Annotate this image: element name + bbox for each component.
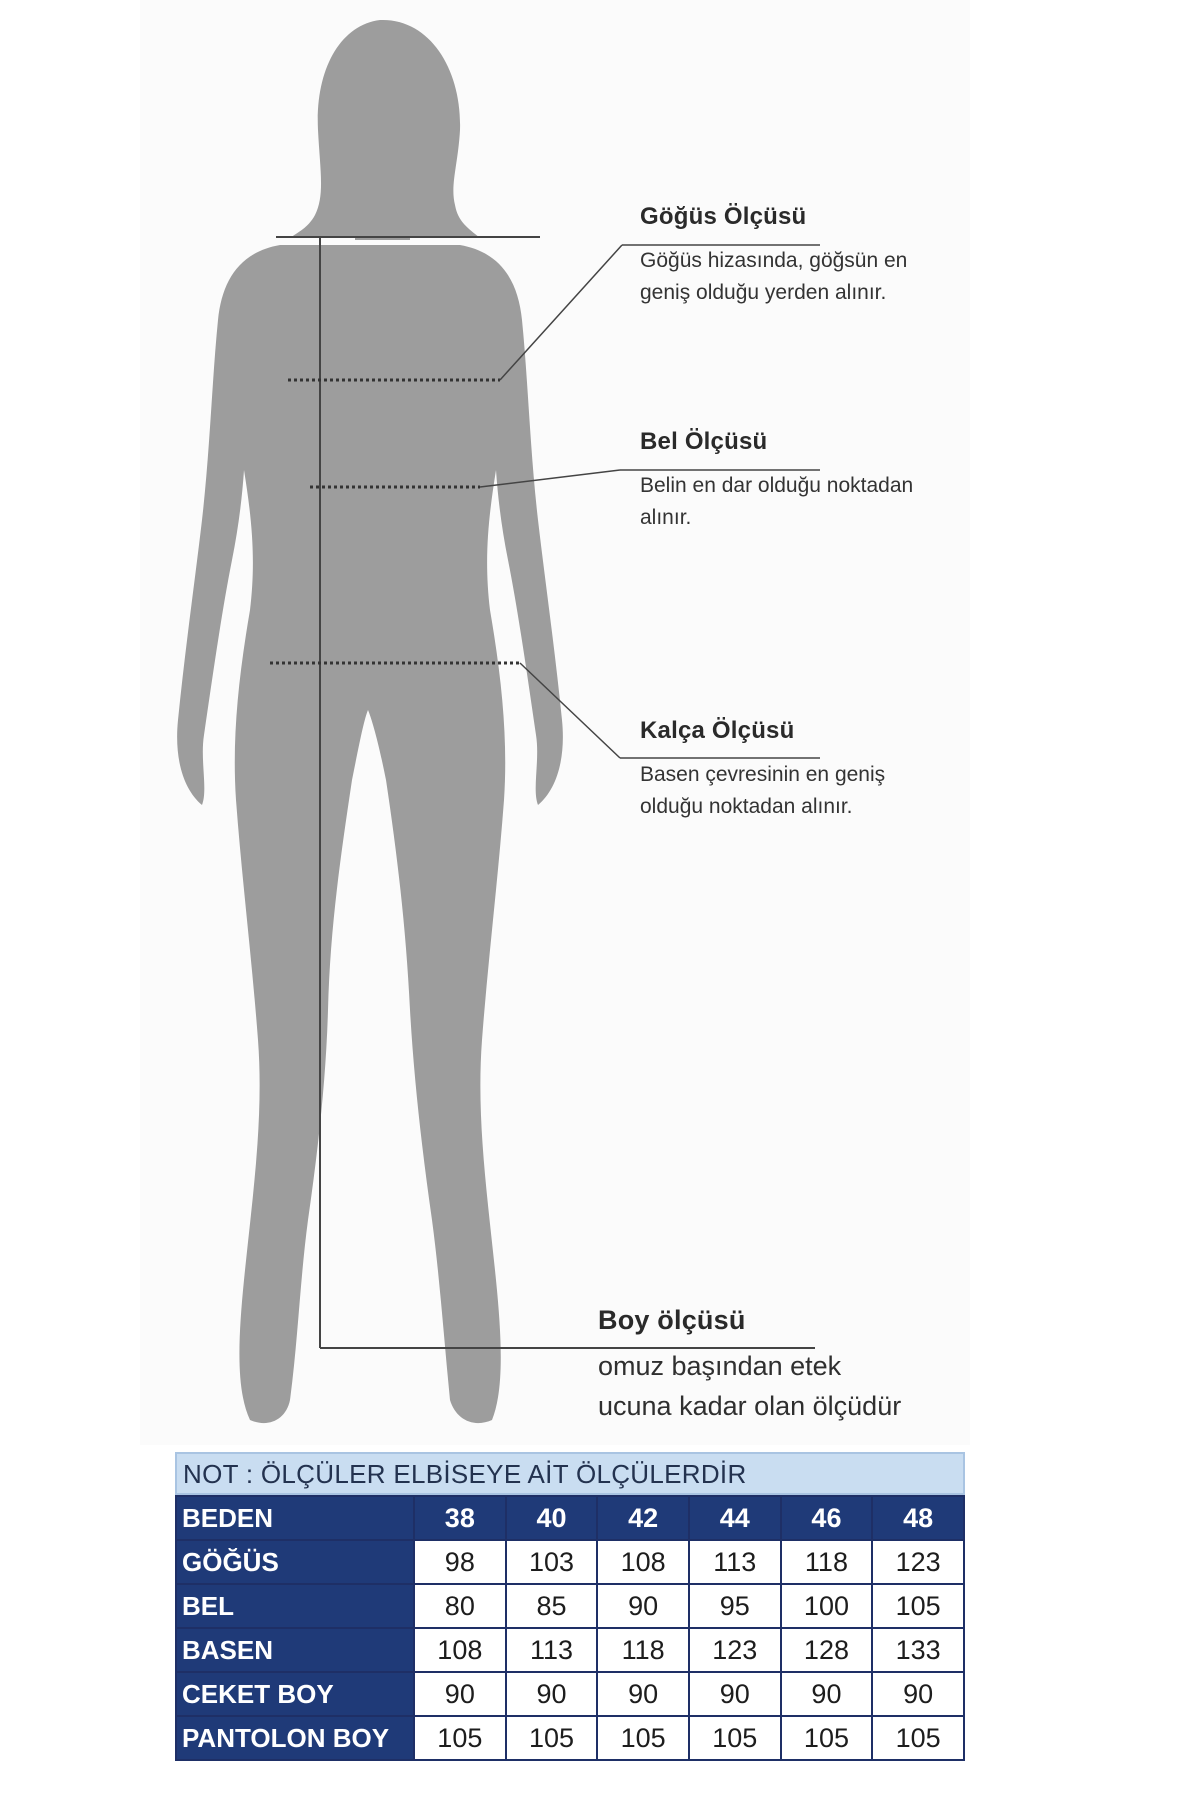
- table-cell: 118: [781, 1540, 873, 1584]
- table-cell: 105: [872, 1716, 964, 1760]
- chest-desc-line1: Göğüs hizasında, göğsün en: [640, 249, 908, 272]
- table-cell: 105: [872, 1584, 964, 1628]
- table-cell: 105: [781, 1716, 873, 1760]
- chest-measurement-description: [640, 245, 960, 309]
- size-header-cell: 46: [781, 1496, 873, 1540]
- table-cell: 123: [689, 1628, 781, 1672]
- table-row: [176, 1628, 964, 1672]
- size-header-row: [176, 1496, 964, 1540]
- table-row: [176, 1540, 964, 1584]
- table-cell: 103: [506, 1540, 598, 1584]
- table-cell: 108: [597, 1540, 689, 1584]
- height-desc-line2: ucuna kadar olan ölçüdür: [598, 1391, 902, 1421]
- size-header-cell: 44: [689, 1496, 781, 1540]
- size-header-label: BEDEN: [176, 1496, 414, 1540]
- table-cell: 133: [872, 1628, 964, 1672]
- table-cell: 113: [506, 1628, 598, 1672]
- table-cell: 105: [689, 1716, 781, 1760]
- size-chart: [175, 1452, 965, 1761]
- row-label: BEL: [176, 1584, 414, 1628]
- chest-measurement-title: Göğüs Ölçüsü: [640, 203, 807, 230]
- hip-measurement-title: Kalça Ölçüsü: [640, 717, 795, 744]
- table-cell: 100: [781, 1584, 873, 1628]
- table-cell: 105: [506, 1716, 598, 1760]
- height-measurement-description: [598, 1346, 958, 1426]
- row-label: BASEN: [176, 1628, 414, 1672]
- table-row: [176, 1584, 964, 1628]
- table-cell: 118: [597, 1628, 689, 1672]
- table-cell: 80: [414, 1584, 506, 1628]
- size-header-cell: 42: [597, 1496, 689, 1540]
- table-cell: 90: [414, 1672, 506, 1716]
- row-label: GÖĞÜS: [176, 1540, 414, 1584]
- table-cell: 90: [689, 1672, 781, 1716]
- row-label: PANTOLON BOY: [176, 1716, 414, 1760]
- size-table: [175, 1495, 965, 1761]
- table-cell: 90: [506, 1672, 598, 1716]
- table-cell: 95: [689, 1584, 781, 1628]
- height-measurement-callout: [598, 1305, 958, 1426]
- table-cell: 123: [872, 1540, 964, 1584]
- size-chart-note: NOT : ÖLÇÜLER ELBİSEYE AİT ÖLÇÜLERDİR: [175, 1452, 965, 1495]
- table-cell: 90: [597, 1672, 689, 1716]
- waist-desc-line2: alınır.: [640, 506, 692, 529]
- height-desc-line1: omuz başından etek: [598, 1351, 842, 1381]
- table-cell: 113: [689, 1540, 781, 1584]
- hip-measurement-description: [640, 759, 960, 823]
- table-cell: 128: [781, 1628, 873, 1672]
- table-row: [176, 1672, 964, 1716]
- measurement-figure-panel: [140, 0, 970, 1445]
- table-cell: 85: [506, 1584, 598, 1628]
- size-header-cell: 48: [872, 1496, 964, 1540]
- female-silhouette: [177, 20, 563, 1423]
- table-cell: 90: [597, 1584, 689, 1628]
- height-measurement-title: Boy ölçüsü: [598, 1305, 746, 1335]
- hip-desc-line1: Basen çevresinin en geniş: [640, 763, 886, 786]
- hip-measurement-callout: [640, 717, 960, 823]
- table-cell: 90: [781, 1672, 873, 1716]
- chest-measurement-callout: [640, 203, 960, 309]
- row-label: CEKET BOY: [176, 1672, 414, 1716]
- table-cell: 108: [414, 1628, 506, 1672]
- waist-measurement-title: Bel Ölçüsü: [640, 428, 768, 455]
- size-header-cell: 38: [414, 1496, 506, 1540]
- hip-desc-line2: olduğu noktadan alınır.: [640, 795, 853, 818]
- size-header-cell: 40: [506, 1496, 598, 1540]
- table-cell: 90: [872, 1672, 964, 1716]
- waist-measurement-description: [640, 470, 960, 534]
- waist-measurement-callout: [640, 428, 960, 534]
- table-cell: 105: [597, 1716, 689, 1760]
- waist-desc-line1: Belin en dar olduğu noktadan: [640, 474, 914, 497]
- table-cell: 105: [414, 1716, 506, 1760]
- table-row: [176, 1716, 964, 1760]
- table-cell: 98: [414, 1540, 506, 1584]
- chest-desc-line2: geniş olduğu yerden alınır.: [640, 281, 887, 304]
